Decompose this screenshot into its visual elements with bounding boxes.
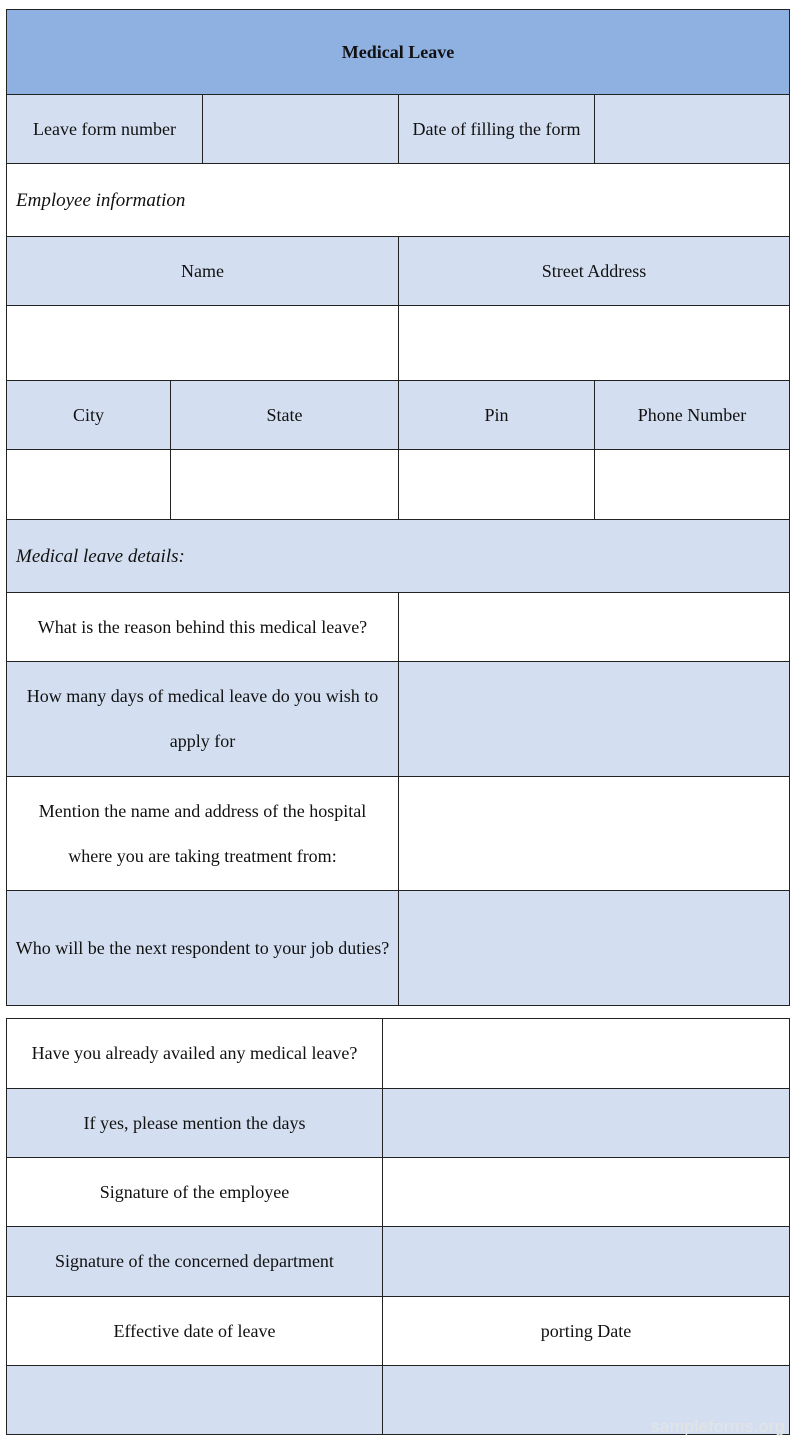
department-signature-field[interactable] bbox=[383, 1227, 790, 1297]
phone-number-label: Phone Number bbox=[595, 381, 790, 450]
respondent-answer-field[interactable] bbox=[399, 891, 790, 1006]
city-field[interactable] bbox=[7, 450, 171, 520]
days-answer-field[interactable] bbox=[399, 662, 790, 777]
reporting-date-label: porting Date bbox=[383, 1297, 790, 1366]
employee-signature-field[interactable] bbox=[383, 1158, 790, 1227]
form-title: Medical Leave bbox=[7, 10, 790, 95]
watermark: sampleforms.org bbox=[650, 1417, 785, 1436]
employee-signature-label: Signature of the employee bbox=[7, 1158, 383, 1227]
reason-answer-field[interactable] bbox=[399, 593, 790, 662]
pin-field[interactable] bbox=[399, 450, 595, 520]
days-mention-field[interactable] bbox=[383, 1089, 790, 1158]
phone-number-field[interactable] bbox=[595, 450, 790, 520]
pin-label: Pin bbox=[399, 381, 595, 450]
state-label: State bbox=[171, 381, 399, 450]
leave-form-number-field[interactable] bbox=[203, 95, 399, 164]
availed-answer-field[interactable] bbox=[383, 1019, 790, 1089]
effective-date-label: Effective date of leave bbox=[7, 1297, 383, 1366]
availed-question: Have you already availed any medical leave? bbox=[7, 1019, 383, 1089]
days-mention-label: If yes, please mention the days bbox=[7, 1089, 383, 1158]
medical-leave-details-heading: Medical leave details: bbox=[7, 520, 790, 593]
date-filling-field[interactable] bbox=[595, 95, 790, 164]
effective-date-field[interactable] bbox=[7, 1366, 383, 1435]
reason-question: What is the reason behind this medical leave? bbox=[7, 593, 399, 662]
name-label: Name bbox=[7, 237, 399, 306]
days-question: How many days of medical leave do you wish to apply for bbox=[7, 662, 399, 777]
name-field[interactable] bbox=[7, 306, 399, 381]
hospital-question: Mention the name and address of the hospital where you are taking treatment from: bbox=[7, 777, 399, 891]
medical-leave-form-table bbox=[6, 9, 790, 1006]
state-field[interactable] bbox=[171, 450, 399, 520]
hospital-answer-field[interactable] bbox=[399, 777, 790, 891]
street-address-field[interactable] bbox=[399, 306, 790, 381]
department-signature-label: Signature of the concerned department bbox=[7, 1227, 383, 1297]
respondent-question: Who will be the next respondent to your job duties? bbox=[7, 891, 399, 1006]
city-label: City bbox=[7, 381, 171, 450]
employee-information-heading: Employee information bbox=[7, 164, 790, 237]
date-filling-label: Date of filling the form bbox=[399, 95, 595, 164]
street-address-label: Street Address bbox=[399, 237, 790, 306]
leave-history-table bbox=[6, 1018, 790, 1435]
leave-form-number-label: Leave form number bbox=[7, 95, 203, 164]
